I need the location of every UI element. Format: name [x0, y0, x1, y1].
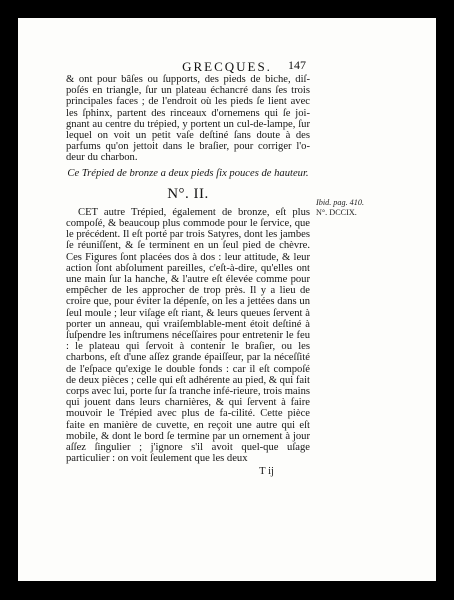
body-text: [66, 74, 310, 477]
margin-reference: Ibid. pag. 410.: [316, 198, 364, 207]
page-number: 147: [288, 58, 306, 72]
margin-plate-number: N°. DCCIX.: [316, 208, 357, 217]
figure-caption: Ce Trépied de bronze a deux pieds ſix pouces de hauteur.: [67, 167, 309, 179]
running-title: GRECQUES.: [182, 59, 272, 74]
section-heading: N°. II.: [167, 185, 209, 202]
signature-mark: T ij: [259, 465, 274, 477]
continuation-paragraph: & ont pour bâſes ou ſupports, des pieds de biche, diſ-poſés en triangle, ſur un plateau échancré dans ſes trois principales faces ; de l'endroit où les pieds ſe lient avec les ſphinx, partent des rinceaux d'ornemens qui ſe joi-gnant au centre du trépied, y portent un cul-de-lampe, ſur lequel on voit un petit vaſe deſtiné ſans doute à des parfums qu'on jettoit dans le braſier, pour corriger l'o-deur du charbon.: [66, 74, 310, 164]
book-page: [18, 18, 436, 581]
margin-note: [316, 198, 386, 218]
main-paragraph: CET autre Trépied, également de bronze, eſt plus compoſé, & beaucoup plus commode pour le ſervice, que le précédent. Il eſt porté par trois Satyres, dont les jambes ſe réuniſſent, & ſe terminent en un ſeul pied de chèvre. Ces Figures ſont placées dos à dos : leur attitude, & leur action ſont abſolument pareilles, c'eſt-à-dire, qu'elles ont une main ſur la hanche, & l'autre eſt élevée comme pour empêcher de les approcher de trop près. Il y a lieu de croire que, pour éviter la dépenſe, on les a jettées dans un ſeul moule ; leur viſage eſt riant, & leurs queues ſervent à porter un anneau, qui vraiſemblable-ment étoit deſtiné à ſuſpendre les inſtrumens néceſſaires pour entretenir le feu : le plateau qui ſervoit à contenir le braſier, ou les charbons, eſt d'une aſſez grande épaiſſeur, par la néceſſité de l'eſpace qu'exige le double fonds : car il eſt compoſé de deux pièces ; celle qui eſt adhérente au pied, & qui fait corps avec lui, porte ſur ſa tranche infé-rieure, trois mains qui jouent dans leurs charnières, & qui ſervent à faire mouvoir le Trépied avec plus de fa-cilité. Cette pièce faite en manière de cuvette, en reçoit une autre qui eſt mobile, & dont le bord ſe termine par un ornement à jour aſſez ſingulier ; j'ignore s'il avoit quel-que uſage particulier : on voit ſeulement que les deux: [66, 206, 310, 465]
